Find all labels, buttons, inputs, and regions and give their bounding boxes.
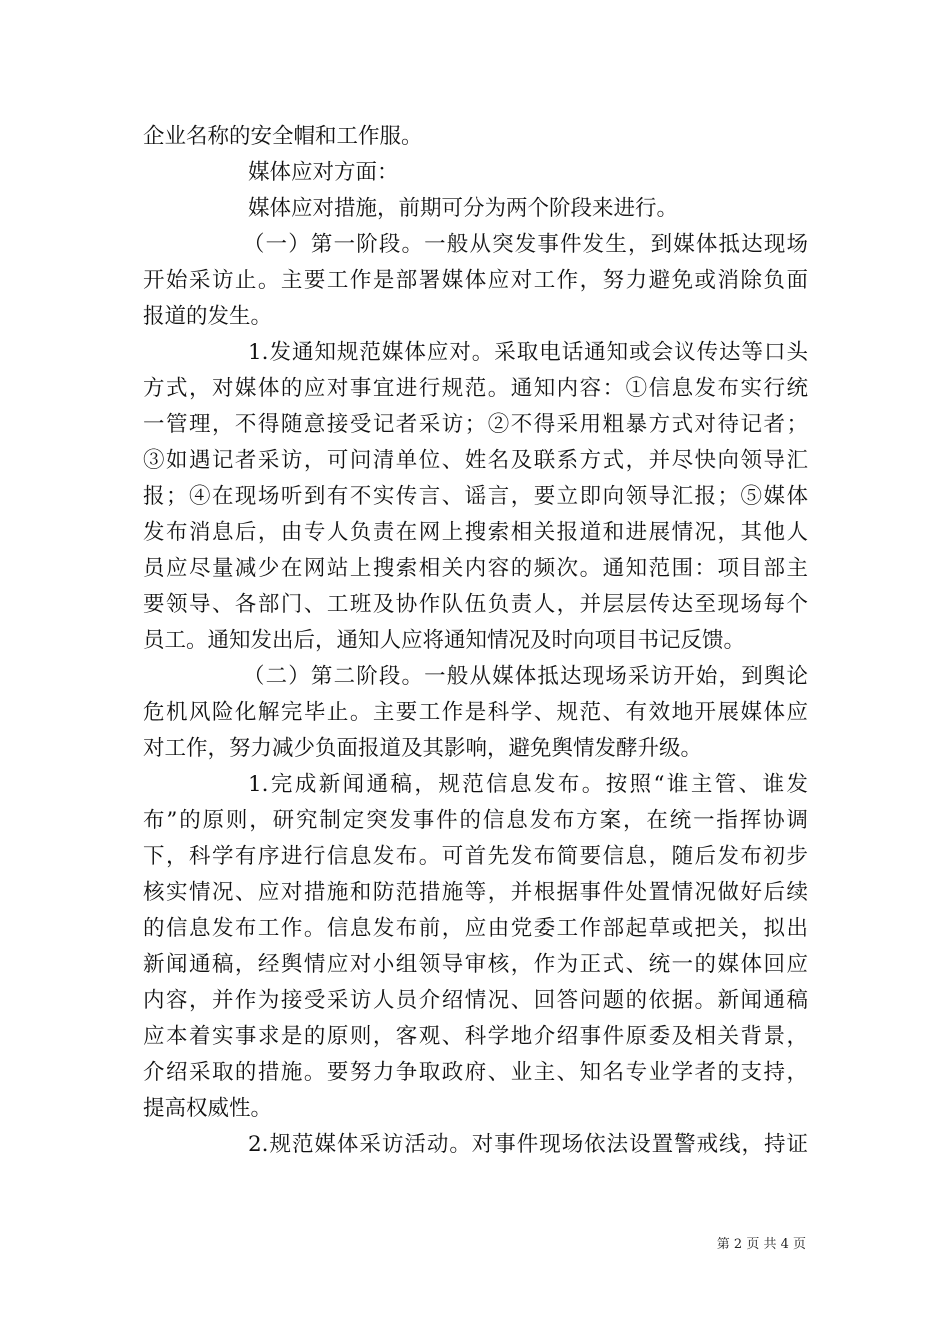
text-line-10: ③如遇记者采访，可问清单位、姓名及联系方式，并尽快向领导汇 [143, 448, 808, 473]
text-line-9: 一管理，不得随意接受记者采访；②不得采用粗暴方式对待记者； [143, 412, 808, 437]
page-number-footer: 第 2 页 共 4 页 [716, 1237, 806, 1252]
text-line-5: 开始采访止。主要工作是部署媒体应对工作，努力避免或消除负面 [143, 268, 808, 293]
text-line-13: 员应尽量减少在网站上搜索相关内容的频次。通知范围：项目部主 [143, 556, 808, 581]
text-line-8: 方式，对媒体的应对事宜进行规范。通知内容：①信息发布实行统 [143, 376, 808, 401]
text-line-1: 企业名称的安全帽和工作服。 [143, 124, 423, 149]
text-line-29: 2.规范媒体采访活动。对事件现场依法设置警戒线，持证 [248, 1132, 808, 1157]
text-line-27: 介绍采取的措施。要努力争取政府、业主、知名专业学者的支持， [143, 1060, 808, 1085]
text-line-7: 1.发通知规范媒体应对。采取电话通知或会议传达等口头 [248, 340, 808, 365]
text-line-24: 新闻通稿，经舆情应对小组领导审核，作为正式、统一的媒体回应 [143, 952, 808, 977]
text-line-2: 媒体应对方面： [248, 160, 399, 185]
text-line-11: 报；④在现场听到有不实传言、谣言，要立即向领导汇报；⑤媒体 [143, 484, 808, 509]
text-line-18: 对工作，努力减少负面报道及其影响，避免舆情发酵升级。 [143, 736, 703, 761]
text-line-20: 布”的原则，研究制定突发事件的信息发布方案，在统一指挥协调 [143, 808, 808, 833]
text-line-12: 发布消息后，由专人负责在网上搜索相关报道和进展情况，其他人 [143, 520, 808, 545]
text-line-28: 提高权威性。 [143, 1096, 273, 1121]
text-line-23: 的信息发布工作。信息发布前，应由党委工作部起草或把关，拟出 [143, 916, 808, 941]
text-line-4: （一）第一阶段。一般从突发事件发生，到媒体抵达现场 [243, 232, 808, 257]
text-line-25: 内容，并作为接受采访人员介绍情况、回答问题的依据。新闻通稿 [143, 988, 808, 1013]
text-line-16: （二）第二阶段。一般从媒体抵达现场采访开始，到舆论 [243, 664, 808, 689]
text-line-14: 要领导、各部门、工班及协作队伍负责人，并层层传达至现场每个 [143, 592, 808, 617]
text-line-22: 核实情况、应对措施和防范措施等，并根据事件处置情况做好后续 [143, 880, 808, 905]
text-line-26: 应本着实事求是的原则，客观、科学地介绍事件原委及相关背景， [143, 1024, 808, 1049]
text-line-6: 报道的发生。 [143, 304, 273, 329]
text-line-17: 危机风险化解完毕止。主要工作是科学、规范、有效地开展媒体应 [143, 700, 808, 725]
text-line-21: 下，科学有序进行信息发布。可首先发布简要信息，随后发布初步 [143, 844, 808, 869]
text-line-15: 员工。通知发出后，通知人应将通知情况及时向项目书记反馈。 [143, 628, 746, 653]
text-line-19: 1.完成新闻通稿，规范信息发布。按照“谁主管、谁发 [248, 772, 808, 797]
text-line-3: 媒体应对措施，前期可分为两个阶段来进行。 [248, 196, 679, 221]
